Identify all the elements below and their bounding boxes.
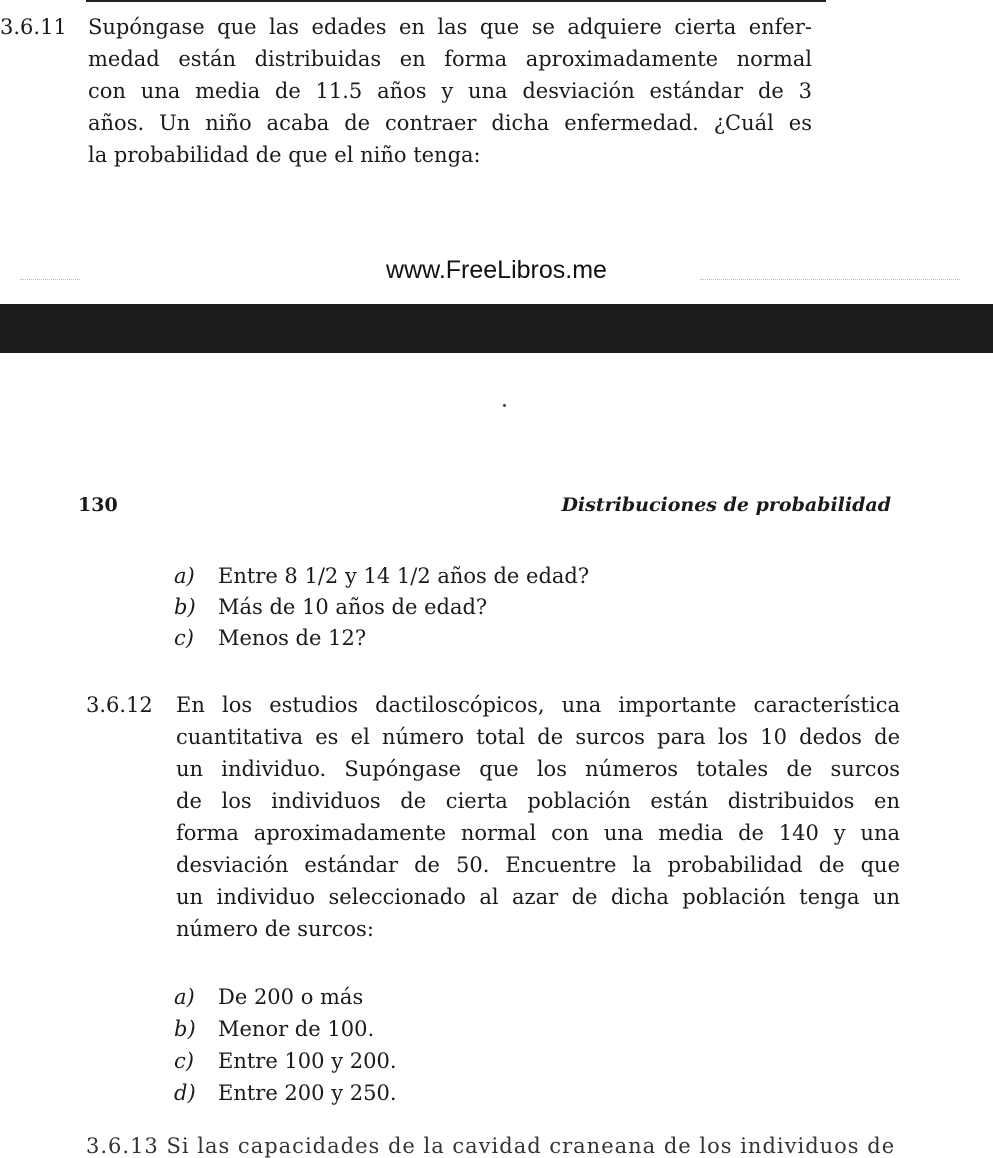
item-text: De 200 o más bbox=[218, 985, 364, 1009]
list-item bbox=[174, 591, 487, 623]
item-label: b) bbox=[174, 1017, 196, 1041]
problem-3612-line: un individuo seleccionado al azar de dicha población tenga un bbox=[176, 885, 900, 909]
page-number: 130 bbox=[78, 494, 118, 516]
scan-speck bbox=[503, 404, 506, 407]
item-text: Entre 100 y 200. bbox=[218, 1049, 397, 1073]
problem-3611-line: con una media de 11.5 años y una desviación estándar de 3 bbox=[88, 79, 812, 103]
problem-3613-cutoff: 3.6.13 Si las capacidades de la cavidad craneana de los individuos de bbox=[86, 1134, 896, 1158]
problem-3612-line: desviación estándar de 50. Encuentre la probabilidad de que bbox=[176, 853, 900, 877]
watermark: www.FreeLibros.me bbox=[386, 256, 607, 284]
list-item bbox=[174, 981, 363, 1013]
item-text: Entre 8 1/2 y 14 1/2 años de edad? bbox=[218, 564, 590, 588]
list-item bbox=[174, 560, 589, 592]
dotted-rule-right bbox=[700, 279, 960, 281]
problem-3611-text bbox=[88, 11, 812, 171]
top-rule bbox=[86, 0, 826, 2]
problem-3612-line: forma aproximadamente normal con una media de 140 y una bbox=[176, 821, 900, 845]
list-item bbox=[174, 1077, 397, 1109]
problem-3612-line: cuantitativa es el número total de surcos para los 10 dedos de bbox=[176, 725, 900, 749]
item-label: a) bbox=[174, 985, 195, 1009]
page-break-band bbox=[0, 304, 993, 353]
item-text: Entre 200 y 250. bbox=[218, 1081, 397, 1105]
problem-3612-line: número de surcos: bbox=[176, 917, 374, 941]
problem-3612-line: En los estudios dactiloscópicos, una importante característica bbox=[176, 693, 900, 717]
problem-3611-line: la probabilidad de que el niño tenga: bbox=[88, 143, 481, 167]
item-text: Menor de 100. bbox=[218, 1017, 375, 1041]
problem-3611-line: medad están distribuidas en forma aproximadamente normal bbox=[88, 47, 812, 71]
item-label: a) bbox=[174, 564, 195, 588]
list-item bbox=[174, 1045, 397, 1077]
item-label: c) bbox=[174, 626, 194, 650]
problem-number-3612: 3.6.12 bbox=[86, 693, 153, 717]
list-item bbox=[174, 622, 366, 654]
item-label: b) bbox=[174, 595, 196, 619]
problem-number-3611: 3.6.11 bbox=[0, 15, 67, 39]
item-text: Menos de 12? bbox=[218, 626, 367, 650]
problem-3612-line: de los individuos de cierta población están distribuidos en bbox=[176, 789, 900, 813]
item-label: d) bbox=[174, 1081, 196, 1105]
problem-3611-line: años. Un niño acaba de contraer dicha enfermedad. ¿Cuál es bbox=[88, 111, 812, 135]
problem-3612-line: un individuo. Supóngase que los números totales de surcos bbox=[176, 757, 900, 781]
problem-3612-text bbox=[176, 689, 900, 945]
item-label: c) bbox=[174, 1049, 194, 1073]
item-text: Más de 10 años de edad? bbox=[218, 595, 488, 619]
problem-3611-line: Supóngase que las edades en las que se adquiere cierta enfer- bbox=[88, 15, 812, 39]
running-head: Distribuciones de probabilidad bbox=[561, 494, 891, 516]
list-item bbox=[174, 1013, 374, 1045]
